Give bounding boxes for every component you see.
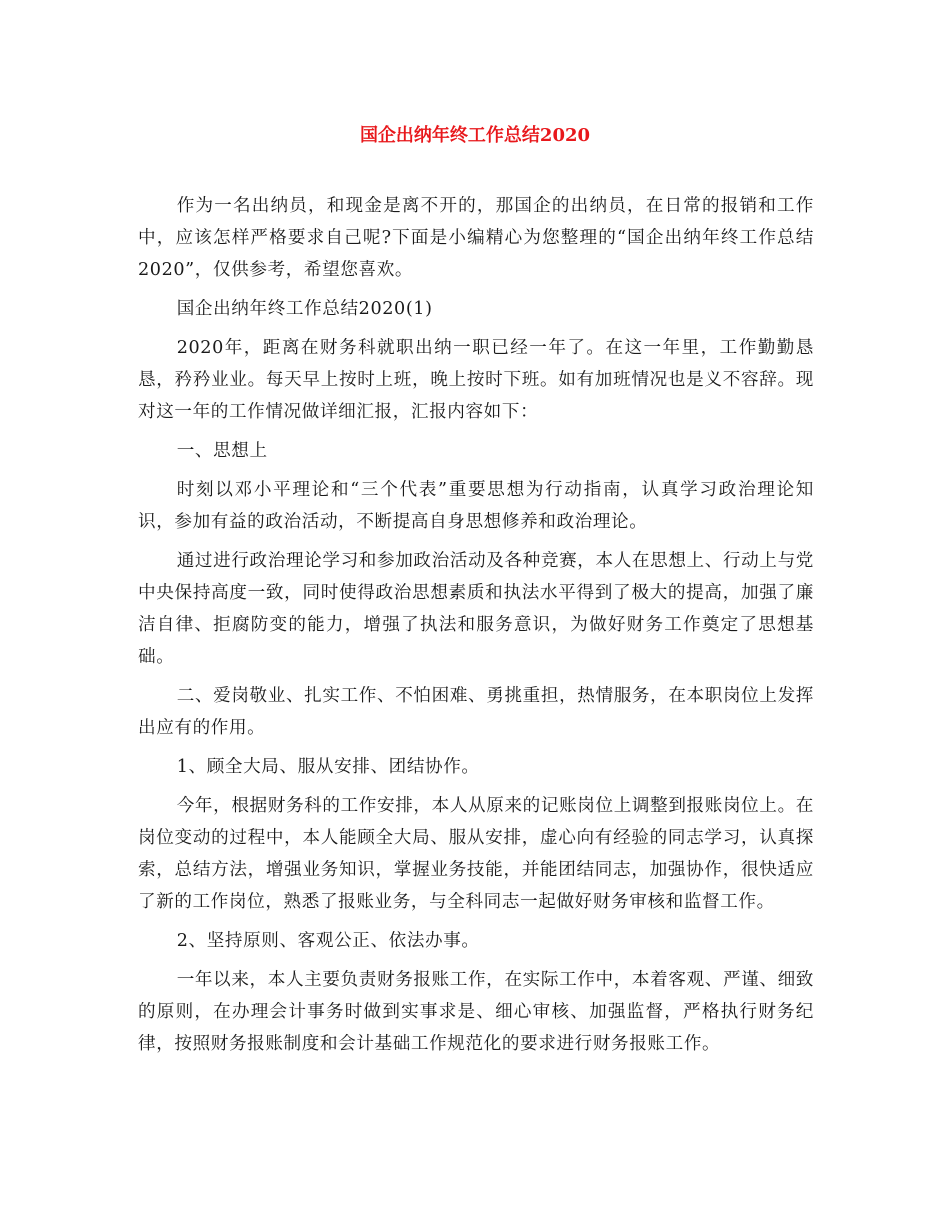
document-title: 国企出纳年终工作总结2020 [359, 125, 591, 146]
subsection-heading: 一、思想上 [176, 441, 268, 461]
intro-paragraph: 作为一名出纳员，和现金是离不开的，那国企的出纳员，在日常的报销和工作中，应该怎样严格要求自己呢?下面是小编精心为您整理的“国企出纳年终工作总结2020”，仅供参考，希望您喜欢。 [138, 196, 814, 280]
body-paragraph: 2020年，距离在财务科就职出纳一职已经一年了。在这一年里，工作勤勤恳恳，矜矜业业。每天早上按时上班，晚上按时下班。如有加班情况也是义不容辞。现对这一年的工作情况做详细汇报，汇报内容如下： [138, 338, 814, 422]
body-paragraph: 通过进行政治理论学习和参加政治活动及各种竞赛，本人在思想上、行动上与党中央保持高度一致，同时使得政治思想素质和执法水平得到了极大的提高，加强了廉洁自律、拒腐防变的能力，增强了执法和服务意识，为做好财务工作奠定了思想基础。 [138, 551, 814, 667]
section-heading: 国企出纳年终工作总结2020(1) [176, 299, 433, 319]
body-paragraph: 今年，根据财务科的工作安排，本人从原来的记账岗位上调整到报账岗位上。在岗位变动的过程中，本人能顾全大局、服从安排，虚心向有经验的同志学习，认真探索，总结方法，增强业务知识，掌握业务技能，并能团结同志，加强协作，很快适应了新的工作岗位，熟悉了报账业务，与全科同志一起做好财务审核和监督工作。 [138, 796, 814, 912]
body-paragraph: 时刻以邓小平理论和“三个代表”重要思想为行动指南，认真学习政治理论知识，参加有益的政治活动，不断提高自身思想修养和政治理论。 [138, 480, 814, 532]
list-item-heading: 2、坚持原则、客观公正、依法办事。 [176, 931, 480, 951]
body-paragraph: 一年以来，本人主要负责财务报账工作，在实际工作中，本着客观、严谨、细致的原则，在办理会计事务时做到实事求是、细心审核、加强监督，严格执行财务纪律，按照财务报账制度和会计基础工作规范化的要求进行财务报账工作。 [138, 970, 814, 1054]
document-body [138, 190, 814, 1067]
list-item-heading: 1、顾全大局、服从安排、团结协作。 [176, 757, 480, 777]
subsection-heading: 二、爱岗敬业、扎实工作、不怕困难、勇挑重担，热情服务，在本职岗位上发挥出应有的作用。 [138, 686, 814, 738]
